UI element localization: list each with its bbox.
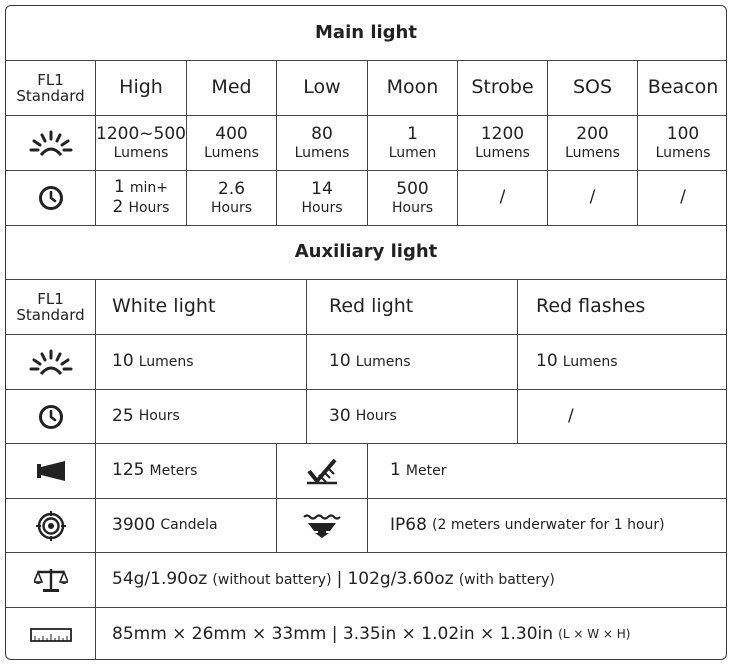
mode-red-flashes: Red flashes (536, 295, 646, 318)
mode-red-light: Red light (329, 295, 414, 318)
lumens-value: 10 (536, 351, 558, 372)
aux-runtime-row (6, 389, 726, 443)
standard-label: FL1 (37, 70, 64, 89)
impact-value: 1 (390, 460, 401, 481)
runtime-unit: Hours (138, 408, 180, 425)
lumens-unit: Lumens (562, 353, 618, 370)
lumens-unit: Lumens (475, 144, 530, 161)
mode-sos: SOS (572, 76, 613, 99)
impact-resistance-icon (305, 457, 339, 485)
standard-label: Standard (16, 87, 85, 105)
mode-med: Med (211, 76, 252, 99)
mode-high: High (119, 76, 163, 99)
runtime-value: 14 (311, 179, 333, 200)
runtime-value: 25 (112, 405, 134, 426)
impact-unit: Meter (405, 462, 447, 479)
aux-lumens-row (6, 334, 726, 389)
beam-impact-row (6, 443, 726, 498)
runtime-value: 2 (112, 197, 124, 217)
runtime-na: / (499, 187, 506, 208)
weight-row (6, 552, 726, 607)
lumens-value: 400 (215, 124, 248, 145)
runtime-na: / (568, 405, 574, 426)
mode-white-light: White light (112, 295, 216, 318)
lumens-unit: Lumens (655, 144, 711, 161)
aux-modes-row (6, 279, 726, 334)
main-runtime-row (6, 170, 726, 225)
lumens-unit: Lumen (388, 144, 437, 161)
mode-beacon: Beacon (647, 76, 719, 99)
runtime-unit: min+ (129, 180, 169, 197)
beam-distance-icon (36, 460, 66, 482)
lumens-unit: Lumens (355, 353, 411, 370)
weight-note: (without battery) (212, 571, 332, 588)
intensity-unit: Candela (160, 517, 218, 534)
brightness-icon (28, 129, 74, 157)
runtime-na: / (589, 187, 596, 208)
mode-moon: Moon (386, 76, 439, 99)
runtime-unit: Hours (391, 199, 433, 216)
runtime-unit: Hours (210, 199, 252, 216)
waterproof-note: (2 meters underwater for 1 hour) (432, 517, 665, 534)
scale-icon (34, 567, 68, 593)
weight-without-battery: 54g/1.90oz (112, 569, 208, 590)
runtime-value: 2.6 (217, 179, 246, 200)
weight-note: (with battery) (458, 571, 555, 588)
brightness-icon (28, 348, 74, 376)
target-icon (36, 511, 66, 541)
spec-table (5, 5, 727, 660)
clock-icon (38, 404, 64, 430)
runtime-value: 1 (113, 177, 125, 198)
main-lumens-row (6, 115, 726, 170)
lumens-unit: Lumens (138, 353, 194, 370)
main-modes-row (6, 60, 726, 115)
lumens-value: 1 (407, 124, 418, 145)
weight-separator: | (336, 569, 343, 590)
lumens-value: 100 (666, 124, 700, 145)
aux-light-title: Auxiliary light (294, 241, 438, 263)
lumens-value: 80 (311, 124, 333, 145)
waterproof-icon (302, 513, 342, 539)
runtime-value: 500 (396, 179, 429, 200)
runtime-unit: Hours (301, 199, 343, 216)
lumens-value: 200 (576, 124, 609, 145)
ruler-icon (30, 628, 72, 642)
standard-label: FL1 (37, 289, 64, 308)
mode-strobe: Strobe (471, 76, 534, 99)
weight-with-battery: 102g/3.60oz (347, 569, 454, 590)
aux-light-header (6, 225, 726, 279)
lumens-value: 1200 (480, 124, 525, 145)
lumens-value: 1200~500 (96, 124, 186, 145)
lumens-unit: Lumens (294, 144, 350, 161)
size-dimensions: 85mm × 26mm × 33mm | 3.35in × 1.02in × 1.30in (112, 623, 554, 644)
runtime-na: / (680, 187, 686, 208)
standard-label: Standard (16, 306, 85, 324)
size-row (6, 607, 726, 660)
lumens-value: 10 (112, 351, 134, 372)
beam-distance-unit: Meters (149, 462, 198, 479)
size-note: (L × W × H) (558, 626, 631, 641)
runtime-value: 30 (329, 405, 351, 426)
runtime-unit: Hours (355, 408, 397, 425)
mode-low: Low (303, 76, 341, 99)
lumens-unit: Lumens (565, 144, 620, 161)
clock-icon (38, 185, 64, 211)
lumens-unit: Lumens (204, 144, 259, 161)
intensity-value: 3900 (112, 514, 156, 535)
intensity-waterproof-row (6, 498, 726, 552)
main-light-title: Main light (315, 21, 417, 43)
runtime-unit: Hours (128, 200, 170, 216)
beam-distance-value: 125 (112, 460, 145, 481)
main-light-header (6, 6, 726, 60)
waterproof-rating: IP68 (390, 514, 427, 535)
lumens-value: 10 (329, 351, 351, 372)
lumens-unit: Lumens (113, 144, 169, 161)
